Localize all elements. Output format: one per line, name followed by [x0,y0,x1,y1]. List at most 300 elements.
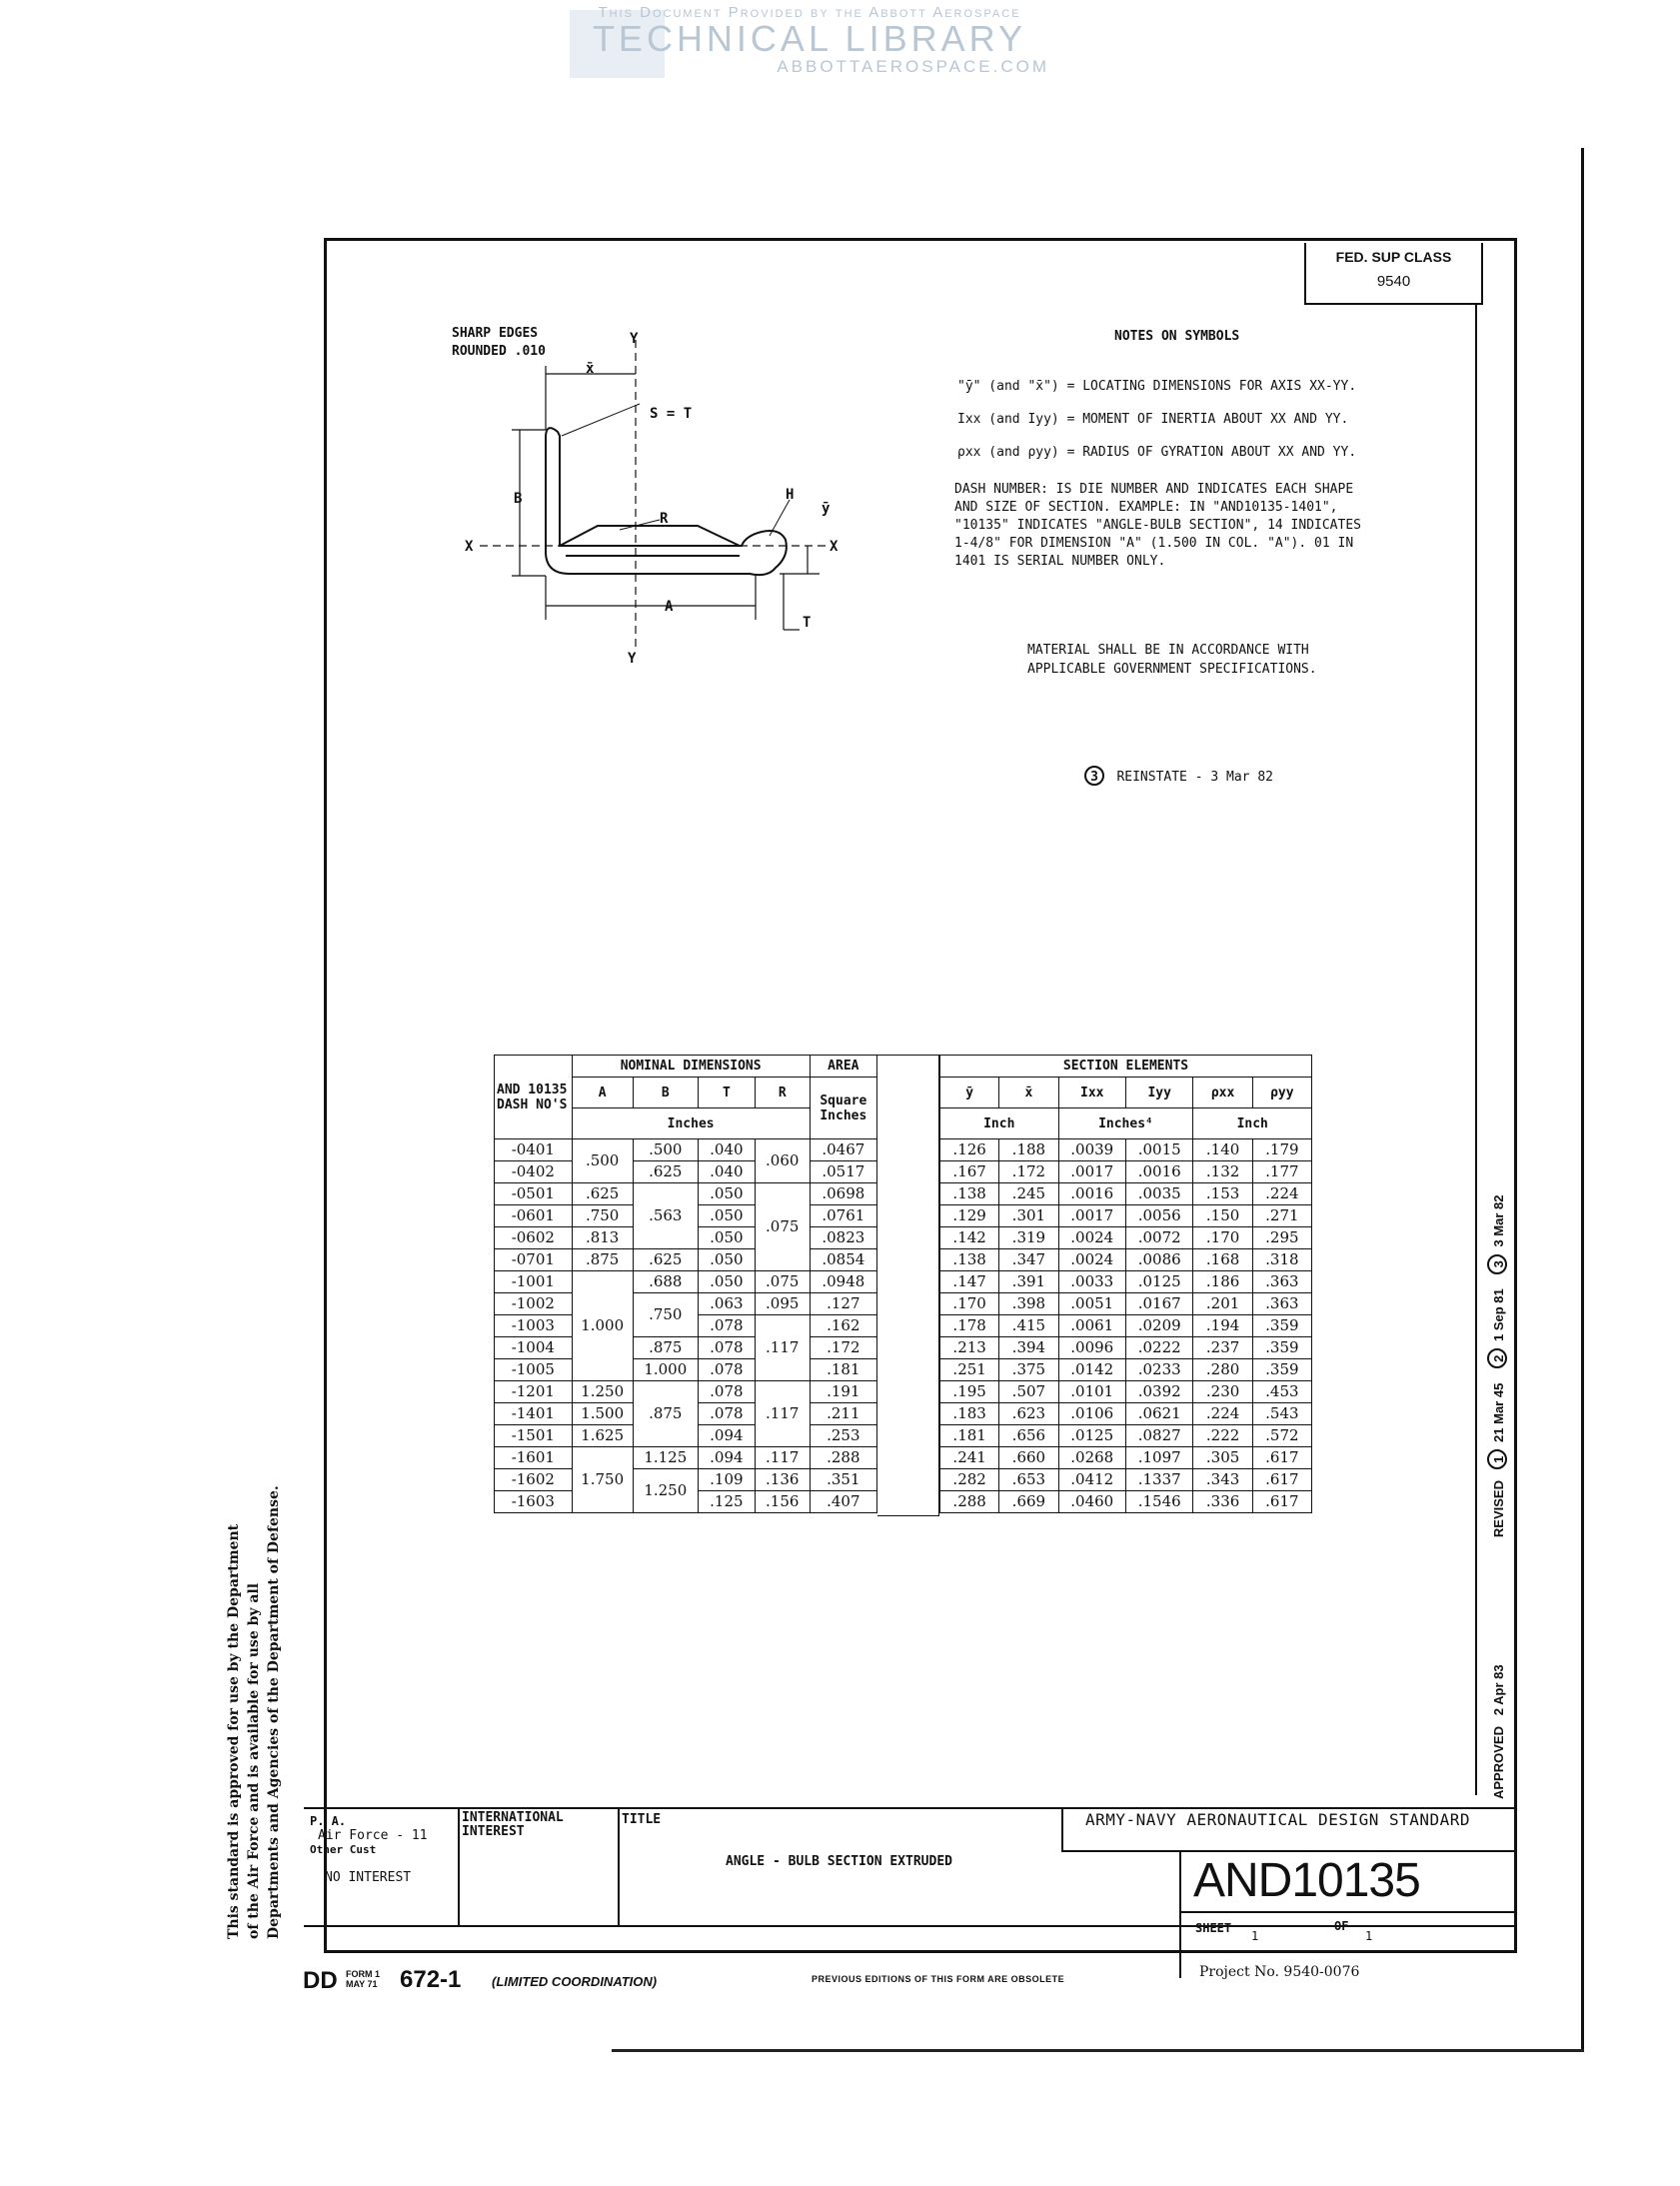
interest-label: INTEREST [462,1824,525,1839]
area-cell: .253 [810,1425,876,1447]
sharp-edges-label: SHARP EDGES [452,326,539,341]
rho-yy-cell: .617 [1252,1491,1311,1513]
diagram-label-x-bar: x̄ [586,361,595,377]
iyy-cell: .0392 [1125,1381,1192,1403]
section-elements-row [940,1403,1312,1425]
form-small: FORM 1 MAY 71 [346,1969,381,1989]
rho-yy-cell: .224 [1252,1183,1311,1205]
ixx-cell: .0033 [1058,1271,1125,1293]
iyy-cell: .0233 [1125,1359,1192,1381]
area-cell: .0854 [810,1249,876,1271]
b-cell: .688 [633,1271,698,1293]
revision-block [1475,1060,1519,1799]
rho-yy-cell: .271 [1252,1205,1311,1227]
r-cell: .117 [755,1447,810,1469]
header-inches: Inches [572,1108,810,1139]
a-cell: 1.625 [572,1425,633,1447]
rho-yy-cell: .359 [1252,1359,1311,1381]
t-cell: .078 [698,1337,755,1359]
x-bar-cell: .188 [999,1139,1058,1161]
rho-yy-cell: .295 [1252,1227,1311,1249]
rho-xx-cell: .237 [1193,1337,1252,1359]
dash-cell: -0701 [495,1249,573,1271]
b-cell: .625 [633,1161,698,1183]
r-cell: .117 [755,1381,810,1447]
y-bar-cell: .167 [940,1161,999,1183]
x-bar-cell: .301 [999,1205,1058,1227]
ixx-cell: .0016 [1058,1183,1125,1205]
a-cell: .813 [572,1227,633,1249]
notes-dash-4: 1-4/8" FOR DIMENSION "A" (1.500 IN COL. "A"). 01 IN [954,536,1354,551]
rho-yy-cell: .617 [1252,1447,1311,1469]
title-block-divider-3 [1061,1807,1063,1851]
section-elements-row [940,1491,1312,1513]
b-cell: .875 [633,1337,698,1359]
watermark-line2: TECHNICAL LIBRARY [592,18,1027,59]
diagram-label-a: A [665,599,674,615]
dash-cell: -1601 [495,1447,573,1469]
header-nominal-dimensions: NOMINAL DIMENSIONS [572,1056,810,1078]
x-bar-cell: .319 [999,1227,1058,1249]
area-cell: .0517 [810,1161,876,1183]
iyy-cell: .0222 [1125,1337,1192,1359]
notes-dash-1: DASH NUMBER: IS DIE NUMBER AND INDICATES EACH SHAPE [954,482,1354,497]
header-dash-numbers: AND 10135 DASH NO'S [495,1056,573,1139]
header-y-bar: ȳ [940,1078,999,1108]
revision-3-marker: 3 [1487,1254,1507,1274]
rho-yy-cell: .363 [1252,1293,1311,1315]
diagram-axis-y-bottom: Y [628,651,637,667]
header-b: B [633,1078,698,1108]
reinstate-note [1084,766,1273,787]
iyy-cell: .0827 [1125,1425,1192,1447]
diagram-label-t: T [803,615,812,631]
header-area: AREA [810,1056,876,1078]
section-elements-row [940,1337,1312,1359]
of-label: OF [1334,1919,1349,1933]
dash-cell: -1603 [495,1491,573,1513]
watermark-line1: This Document Provided by the Abbott Aerospace [598,4,1021,21]
rho-xx-cell: .201 [1193,1293,1252,1315]
watermark-line3: ABBOTTAEROSPACE.COM [777,57,1049,76]
notes-line-1: "ȳ" (and "x̄") = LOCATING DIMENSIONS FOR AXIS XX-YY. [957,379,1357,394]
ixx-cell: .0051 [1058,1293,1125,1315]
air-force-label: Air Force - 11 [318,1828,428,1843]
area-cell: .0761 [810,1205,876,1227]
pa-label: P. A. [310,1814,347,1828]
ixx-cell: .0096 [1058,1337,1125,1359]
diagram-label-s-eq-t: S = T [650,406,693,422]
rho-xx-cell: .305 [1193,1447,1252,1469]
rho-xx-cell: .170 [1193,1227,1252,1249]
header-inch: Inch [940,1108,1059,1139]
b-cell: 1.125 [633,1447,698,1469]
sheet-label: SHEET [1195,1921,1232,1935]
x-bar-cell: .245 [999,1183,1058,1205]
x-bar-cell: .660 [999,1447,1058,1469]
b-cell: .563 [633,1183,698,1249]
rho-yy-cell: .359 [1252,1337,1311,1359]
section-elements-row [940,1315,1312,1337]
section-elements-row [940,1271,1312,1293]
table-spacer-column [877,1055,939,1516]
r-cell: .117 [755,1315,810,1381]
dash-cell: -0602 [495,1227,573,1249]
dash-cell: -0601 [495,1205,573,1227]
reinstate-text: REINSTATE - 3 Mar 82 [1116,770,1273,785]
fed-sup-class-label: FED. SUP CLASS [1335,249,1452,265]
header-a: A [572,1078,633,1108]
revision-3-date: 3 Mar 82 [1491,1194,1506,1247]
header-ixx: Ixx [1058,1078,1125,1108]
ixx-cell: .0106 [1058,1403,1125,1425]
r-cell: .136 [755,1469,810,1491]
t-cell: .125 [698,1491,755,1513]
x-bar-cell: .656 [999,1425,1058,1447]
t-cell: .040 [698,1161,755,1183]
ixx-cell: .0024 [1058,1227,1125,1249]
rho-yy-cell: .363 [1252,1271,1311,1293]
section-elements-row [940,1293,1312,1315]
t-cell: .094 [698,1425,755,1447]
rho-yy-cell: .318 [1252,1249,1311,1271]
b-cell: 1.000 [633,1359,698,1381]
diagram-axis-y-top: Y [630,331,639,347]
t-cell: .050 [698,1183,755,1205]
rho-yy-cell: .617 [1252,1469,1311,1491]
other-cust-label: Other Cust [310,1843,377,1856]
of-number: 1 [1365,1929,1373,1943]
iyy-cell: .0086 [1125,1249,1192,1271]
dash-cell: -1401 [495,1403,573,1425]
notes-dash-2: AND SIZE OF SECTION. EXAMPLE: IN "AND10135-1401", [954,500,1338,515]
r-cell: .156 [755,1491,810,1513]
rho-xx-cell: .140 [1193,1139,1252,1161]
b-cell: .500 [633,1139,698,1161]
header-r: R [755,1078,810,1108]
b-cell: 1.250 [633,1469,698,1513]
rho-xx-cell: .168 [1193,1249,1252,1271]
dash-cell: -1501 [495,1425,573,1447]
ixx-cell: .0024 [1058,1249,1125,1271]
r-cell: .075 [755,1271,810,1293]
x-bar-cell: .507 [999,1381,1058,1403]
section-elements-row [940,1381,1312,1403]
rho-xx-cell: .222 [1193,1425,1252,1447]
y-bar-cell: .213 [940,1337,999,1359]
ixx-cell: .0017 [1058,1205,1125,1227]
header-section-elements: SECTION ELEMENTS [940,1056,1312,1078]
b-cell: .750 [633,1293,698,1337]
y-bar-cell: .241 [940,1447,999,1469]
rho-yy-cell: .453 [1252,1381,1311,1403]
revision-1-marker: 1 [1487,1449,1507,1469]
iyy-cell: .0167 [1125,1293,1192,1315]
section-elements-body [940,1139,1312,1513]
notes-line-2: Ixx (and Iyy) = MOMENT OF INERTIA ABOUT XX AND YY. [957,412,1349,427]
rho-yy-cell: .359 [1252,1315,1311,1337]
y-bar-cell: .178 [940,1315,999,1337]
x-bar-cell: .623 [999,1403,1058,1425]
notes-dash-3: "10135" INDICATES "ANGLE-BULB SECTION", 14 INDICATES [954,518,1361,533]
approved-label: APPROVED [1491,1726,1506,1799]
sheet-number: 1 [1251,1929,1259,1943]
iyy-cell: .0072 [1125,1227,1192,1249]
dash-cell: -0501 [495,1183,573,1205]
y-bar-cell: .138 [940,1183,999,1205]
ixx-cell: .0412 [1058,1469,1125,1491]
r-cell: .095 [755,1293,810,1315]
r-cell: .075 [755,1183,810,1271]
rho-yy-cell: .572 [1252,1425,1311,1447]
y-bar-cell: .129 [940,1205,999,1227]
a-cell: .625 [572,1183,633,1205]
a-cell: 1.000 [572,1271,633,1381]
ixx-cell: .0460 [1058,1491,1125,1513]
rounded-label: ROUNDED .010 [452,344,546,359]
iyy-cell: .0016 [1125,1161,1192,1183]
y-bar-cell: .170 [940,1293,999,1315]
material-note-2: APPLICABLE GOVERNMENT SPECIFICATIONS. [1027,662,1317,677]
header-x-bar: x̄ [999,1078,1058,1108]
right-edge-line [1581,148,1584,2052]
rho-xx-cell: .343 [1193,1469,1252,1491]
y-bar-cell: .147 [940,1271,999,1293]
t-cell: .050 [698,1271,755,1293]
area-cell: .0948 [810,1271,876,1293]
rho-yy-cell: .179 [1252,1139,1311,1161]
x-bar-cell: .391 [999,1271,1058,1293]
area-cell: .0698 [810,1183,876,1205]
side-note-line-3: Departments and Agencies of the Department of Defense. [266,1485,282,1939]
area-cell: .181 [810,1359,876,1381]
diagram-label-r: R [660,511,669,527]
y-bar-cell: .282 [940,1469,999,1491]
a-cell: 1.750 [572,1447,633,1513]
section-elements-row [940,1227,1312,1249]
t-cell: .094 [698,1447,755,1469]
dash-cell: -0401 [495,1139,573,1161]
ixx-cell: .0061 [1058,1315,1125,1337]
rho-yy-cell: .543 [1252,1403,1311,1425]
area-cell: .172 [810,1337,876,1359]
iyy-cell: .1337 [1125,1469,1192,1491]
t-cell: .040 [698,1139,755,1161]
iyy-cell: .0015 [1125,1139,1192,1161]
t-cell: .063 [698,1293,755,1315]
header-inches-4: Inches⁴ [1058,1108,1193,1139]
form-dd: DD [303,1967,338,1994]
y-bar-cell: .142 [940,1227,999,1249]
r-cell: .060 [755,1139,810,1183]
y-bar-cell: .183 [940,1403,999,1425]
previous-editions-note: PREVIOUS EDITIONS OF THIS FORM ARE OBSOLETE [812,1974,1065,1984]
section-elements-row [940,1425,1312,1447]
diagram-axis-x-left: X [465,539,474,555]
section-elements-row [940,1469,1312,1491]
diagram-label-h: H [786,487,795,503]
y-bar-cell: .195 [940,1381,999,1403]
dash-cell: -1003 [495,1315,573,1337]
area-cell: .0467 [810,1139,876,1161]
section-elements-row [940,1447,1312,1469]
title-block-divider-6 [1179,1911,1514,1913]
rho-xx-cell: .194 [1193,1315,1252,1337]
dash-cell: -1602 [495,1469,573,1491]
header-rho-yy: ρyy [1252,1078,1311,1108]
a-cell: .750 [572,1205,633,1227]
ixx-cell: .0125 [1058,1425,1125,1447]
area-cell: .0823 [810,1227,876,1249]
iyy-cell: .0209 [1125,1315,1192,1337]
t-cell: .050 [698,1249,755,1271]
notes-title: NOTES ON SYMBOLS [1114,329,1240,344]
rho-xx-cell: .280 [1193,1359,1252,1381]
x-bar-cell: .394 [999,1337,1058,1359]
header-rho-xx: ρxx [1193,1078,1252,1108]
t-cell: .078 [698,1359,755,1381]
notes-line-3: ρxx (and ρyy) = RADIUS OF GYRATION ABOUT XX AND YY. [957,445,1357,460]
iyy-cell: .1546 [1125,1491,1192,1513]
section-elements-row [940,1139,1312,1161]
area-cell: .211 [810,1403,876,1425]
revised-label: REVISED [1491,1480,1506,1538]
dash-cell: -1001 [495,1271,573,1293]
section-elements-table [939,1055,1312,1513]
y-bar-cell: .288 [940,1491,999,1513]
x-bar-cell: .347 [999,1249,1058,1271]
revision-marker: 3 [1084,766,1104,786]
x-bar-cell: .375 [999,1359,1058,1381]
y-bar-cell: .126 [940,1139,999,1161]
title-block-divider-5 [1179,1850,1181,1978]
rho-xx-cell: .186 [1193,1271,1252,1293]
revision-2-date: 1 Sep 81 [1491,1288,1506,1341]
y-bar-cell: .251 [940,1359,999,1381]
rho-xx-cell: .150 [1193,1205,1252,1227]
fed-sup-class-box [1304,243,1483,305]
header-inch-2: Inch [1193,1108,1312,1139]
b-cell: .625 [633,1249,698,1271]
revision-2-marker: 2 [1487,1348,1507,1368]
a-cell: 1.250 [572,1381,633,1403]
dash-cell: -1002 [495,1293,573,1315]
t-cell: .078 [698,1403,755,1425]
iyy-cell: .0035 [1125,1183,1192,1205]
section-elements-row [940,1359,1312,1381]
area-cell: .191 [810,1381,876,1403]
area-cell: .288 [810,1447,876,1469]
rho-yy-cell: .177 [1252,1161,1311,1183]
area-cell: .407 [810,1491,876,1513]
rho-xx-cell: .132 [1193,1161,1252,1183]
title-block-divider-1 [458,1807,460,1925]
a-cell: .500 [572,1139,633,1183]
ixx-cell: .0017 [1058,1161,1125,1183]
x-bar-cell: .669 [999,1491,1058,1513]
notes-dash-5: 1401 IS SERIAL NUMBER ONLY. [954,554,1166,569]
iyy-cell: .0125 [1125,1271,1192,1293]
rho-xx-cell: .336 [1193,1491,1252,1513]
area-cell: .351 [810,1469,876,1491]
document-title: ANGLE - BULB SECTION EXTRUDED [726,1854,952,1869]
project-number: Project No. 9540-0076 [1199,1964,1360,1980]
form-number: 672-1 [400,1966,462,1993]
t-cell: .050 [698,1227,755,1249]
a-cell: 1.500 [572,1403,633,1425]
x-bar-cell: .415 [999,1315,1058,1337]
nominal-dimensions-table [494,1055,877,1513]
b-cell: .875 [633,1381,698,1447]
approval-side-note [226,1459,306,1939]
t-cell: .050 [698,1205,755,1227]
t-cell: .078 [698,1315,755,1337]
rho-xx-cell: .230 [1193,1381,1252,1403]
standard-name: ARMY-NAVY AERONAUTICAL DESIGN STANDARD [1085,1810,1471,1829]
rho-xx-cell: .153 [1193,1183,1252,1205]
revision-1-date: 21 Mar 45 [1491,1382,1506,1442]
area-cell: .162 [810,1315,876,1337]
title-label: TITLE [622,1812,662,1827]
section-elements-row [940,1183,1312,1205]
y-bar-cell: .181 [940,1425,999,1447]
section-elements-row [940,1205,1312,1227]
section-elements-row [940,1161,1312,1183]
approved-date: 2 Apr 83 [1491,1664,1506,1716]
title-block-divider-2 [618,1807,620,1925]
material-note-1: MATERIAL SHALL BE IN ACCORDANCE WITH [1027,643,1309,658]
side-note-line-2: of the Air Force and is available for use by all [246,1582,262,1939]
t-cell: .078 [698,1381,755,1403]
a-cell: .875 [572,1249,633,1271]
ixx-cell: .0268 [1058,1447,1125,1469]
bottom-edge-line [612,2049,1584,2052]
dash-cell: -1005 [495,1359,573,1381]
ixx-cell: .0039 [1058,1139,1125,1161]
diagram-label-y-bar: ȳ [822,501,831,517]
x-bar-cell: .653 [999,1469,1058,1491]
diagram-label-b: B [514,491,523,507]
document-number: AND10135 [1193,1854,1420,1907]
iyy-cell: .1097 [1125,1447,1192,1469]
header-t: T [698,1078,755,1108]
dash-cell: -1004 [495,1337,573,1359]
fed-sup-class-value: 9540 [1376,273,1411,290]
header-square-inches: Square Inches [810,1078,876,1139]
iyy-cell: .0056 [1125,1205,1192,1227]
y-bar-cell: .138 [940,1249,999,1271]
rho-xx-cell: .224 [1193,1403,1252,1425]
dash-cell: -0402 [495,1161,573,1183]
watermark [470,4,1149,77]
intl-label: INTERNATIONAL [462,1810,564,1825]
header-iyy: Iyy [1125,1078,1192,1108]
diagram-axis-x-right: X [830,539,839,555]
no-interest-label: NO INTEREST [325,1870,412,1885]
dash-cell: -1201 [495,1381,573,1403]
x-bar-cell: .172 [999,1161,1058,1183]
iyy-cell: .0621 [1125,1403,1192,1425]
t-cell: .109 [698,1469,755,1491]
area-cell: .127 [810,1293,876,1315]
revision-text [1487,1060,1507,1799]
ixx-cell: .0142 [1058,1359,1125,1381]
section-elements-row [940,1249,1312,1271]
x-bar-cell: .398 [999,1293,1058,1315]
form-coordination: (LIMITED COORDINATION) [492,1974,658,1989]
ixx-cell: .0101 [1058,1381,1125,1403]
side-note-line-1: This standard is approved for use by the Department [226,1523,242,1939]
